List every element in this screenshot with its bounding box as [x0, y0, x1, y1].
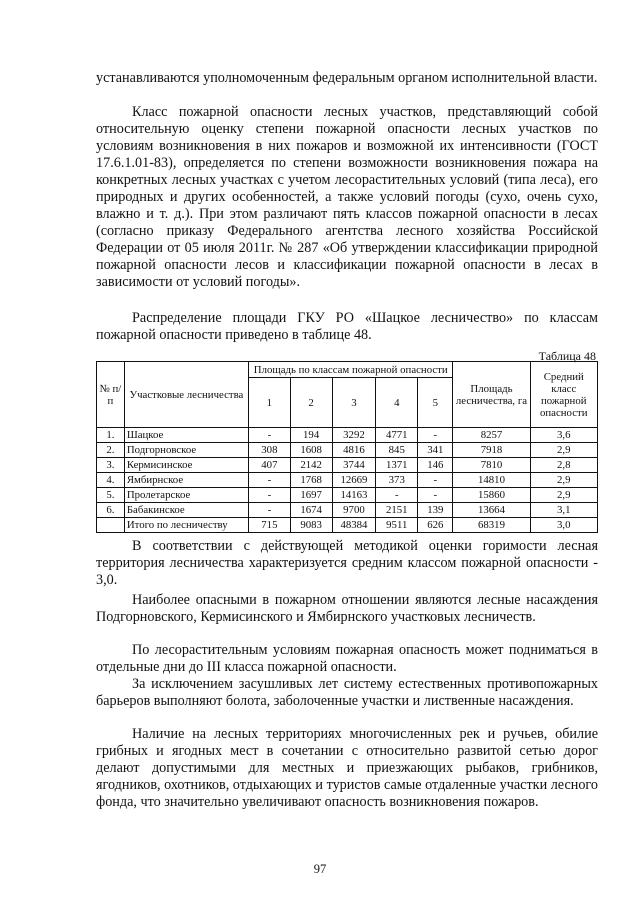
cell-class-5: 139 [418, 503, 453, 518]
header-area-by-class: Площадь по классам пожарной опасности [249, 362, 453, 378]
cell-district: Бабакинское [124, 503, 248, 518]
cell-class-5: 626 [418, 518, 453, 533]
cell-avg-class: 3,6 [530, 428, 597, 443]
header-class-3: 3 [332, 378, 376, 428]
table-row [97, 473, 598, 488]
cell-class-1: - [249, 503, 291, 518]
cell-district: Кермисинское [124, 458, 248, 473]
header-class-5: 5 [418, 378, 453, 428]
cell-total-label: Итого по лесничеству [124, 518, 248, 533]
table-row [97, 443, 598, 458]
paragraph-most-dangerous: Наиболее опасными в пожарном отношении являются лесные насаждения Подгорновского, Кермисинского и Ямбирнского участковых лесничеств. [96, 592, 598, 625]
cell-class-3: 48384 [332, 518, 376, 533]
paragraph-natural-barriers: За исключением засушливых лет систему естественных противопожарных барьеров выполняют болота, заболоченные участки и лиственные насаждения. [96, 676, 598, 709]
cell-class-3: 4816 [332, 443, 376, 458]
cell-class-5: - [418, 428, 453, 443]
paragraph-average-class: В соответствии с действующей методикой оценки горимости лесная территория лесничества характеризуется средним классом пожарной опасности - 3,0. [96, 538, 598, 588]
cell-class-2: 1697 [290, 488, 332, 503]
header-avg-class: Средний класс пожарной опасности [530, 362, 597, 428]
header-class-4: 4 [376, 378, 418, 428]
table-row [97, 488, 598, 503]
cell-num [97, 518, 125, 533]
cell-num: 2. [97, 443, 125, 458]
cell-avg-class: 3,1 [530, 503, 597, 518]
paragraph-visitors: Наличие на лесных территориях многочисленных рек и ручьев, обилие грибных и ягодных мест в сочетании с относительно развитой сетью дорог делают допустимыми для местных и приезжающих рыбаков, грибников, ягодников, охотников, отдыхающих и туристов самые отдаленные участки лесного фонда, что значительно увеличивают опасность возникновения пожаров. [96, 726, 598, 810]
cell-class-1: 308 [249, 443, 291, 458]
page-number: 97 [313, 862, 327, 876]
cell-total-area: 68319 [453, 518, 530, 533]
cell-class-2: 1608 [290, 443, 332, 458]
cell-total-area: 7810 [453, 458, 530, 473]
cell-class-5: 341 [418, 443, 453, 458]
cell-class-2: 9083 [290, 518, 332, 533]
cell-district: Шацкое [124, 428, 248, 443]
cell-total-area: 14810 [453, 473, 530, 488]
cell-total-area: 8257 [453, 428, 530, 443]
table-caption: Таблица 48 [538, 349, 596, 363]
cell-district: Ямбирнское [124, 473, 248, 488]
header-num: № п/п [97, 362, 125, 428]
cell-avg-class: 2,9 [530, 488, 597, 503]
cell-avg-class: 3,0 [530, 518, 597, 533]
cell-class-4: - [376, 488, 418, 503]
cell-num: 3. [97, 458, 125, 473]
cell-class-4: 4771 [376, 428, 418, 443]
cell-class-1: - [249, 428, 291, 443]
cell-class-1: 715 [249, 518, 291, 533]
paragraph-continuation: устанавливаются уполномоченным федеральным органом исполнительной власти. [96, 70, 598, 86]
cell-avg-class: 2,9 [530, 473, 597, 488]
cell-class-5: - [418, 488, 453, 503]
header-class-2: 2 [290, 378, 332, 428]
cell-num: 6. [97, 503, 125, 518]
cell-class-2: 1768 [290, 473, 332, 488]
header-total-area: Площадь лесничества, га [453, 362, 530, 428]
cell-class-2: 1674 [290, 503, 332, 518]
cell-total-area: 13664 [453, 503, 530, 518]
cell-class-2: 2142 [290, 458, 332, 473]
cell-class-3: 12669 [332, 473, 376, 488]
cell-class-5: 146 [418, 458, 453, 473]
paragraph-growth-conditions: По лесорастительным условиям пожарная опасность может подниматься в отдельные дни до III класса пожарной опасности. [96, 642, 598, 675]
cell-avg-class: 2,8 [530, 458, 597, 473]
cell-class-3: 14163 [332, 488, 376, 503]
cell-class-4: 845 [376, 443, 418, 458]
cell-avg-class: 2,9 [530, 443, 597, 458]
table-total-row [97, 518, 598, 533]
cell-num: 4. [97, 473, 125, 488]
cell-class-3: 3292 [332, 428, 376, 443]
cell-class-5: - [418, 473, 453, 488]
cell-district: Пролетарское [124, 488, 248, 503]
cell-total-area: 15860 [453, 488, 530, 503]
cell-num: 5. [97, 488, 125, 503]
fire-class-table [96, 361, 598, 533]
header-district: Участковые лесничества [124, 362, 248, 428]
paragraph-fire-class-definition: Класс пожарной опасности лесных участков, представляющий собой относительную оценку степени пожарной опасности лесных участков по условиям возникновения в них пожаров и возможной их интенсивности (ГОСТ 17.6.1.01-83), определяется по степени возможности возникновения пожара на конкретных лесных участках с учетом лесорастительных условий (типа леса), его природных и других особенностей, а также условий погоды (сухо, очень сухо, влажно и т. д.). При этом различают пять классов пожарной опасности в лесах (согласно приказу Федерального агентства лесного хозяйства Российской Федерации от 05 июля 2011г. № 287 «Об утверждении классификации природной пожарной опасности лесов и классификации пожарной опасности в лесах в зависимости от условий погоды». [96, 104, 598, 290]
cell-district: Подгорновское [124, 443, 248, 458]
cell-class-3: 3744 [332, 458, 376, 473]
table-row [97, 428, 598, 443]
paragraph-table-intro: Распределение площади ГКУ РО «Шацкое лесничество» по классам пожарной опасности приведено в таблице 48. [96, 310, 598, 343]
header-class-1: 1 [249, 378, 291, 428]
cell-class-1: - [249, 488, 291, 503]
cell-total-area: 7918 [453, 443, 530, 458]
cell-class-4: 2151 [376, 503, 418, 518]
cell-class-4: 373 [376, 473, 418, 488]
cell-class-1: 407 [249, 458, 291, 473]
cell-class-2: 194 [290, 428, 332, 443]
cell-class-1: - [249, 473, 291, 488]
cell-class-4: 1371 [376, 458, 418, 473]
table-row [97, 458, 598, 473]
cell-class-3: 9700 [332, 503, 376, 518]
cell-num: 1. [97, 428, 125, 443]
table-row [97, 503, 598, 518]
cell-class-4: 9511 [376, 518, 418, 533]
